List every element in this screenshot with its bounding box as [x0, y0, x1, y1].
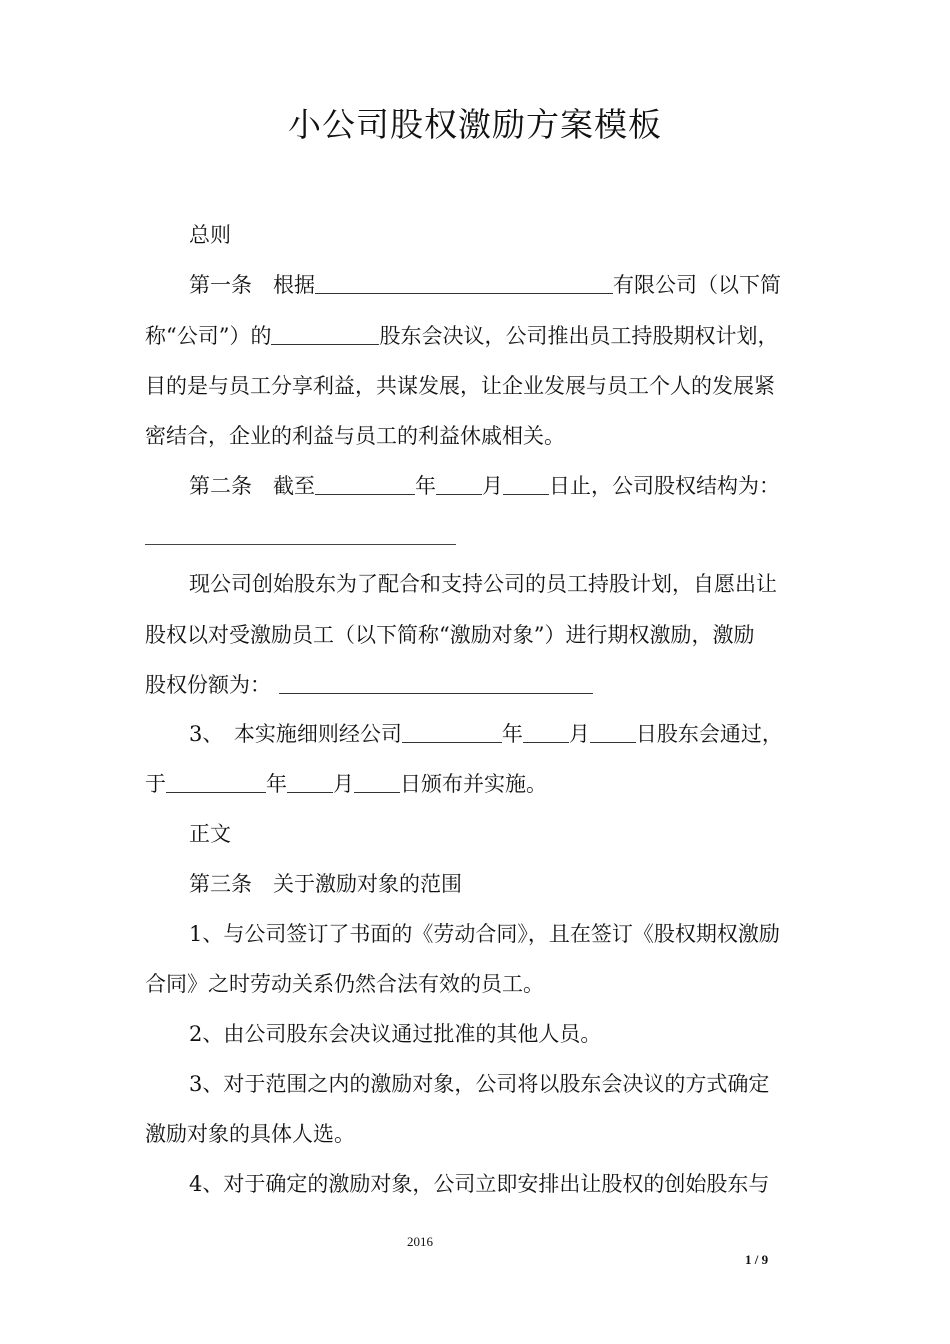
- founder-para-line-3: [145, 669, 825, 701]
- month-blank: [523, 720, 569, 743]
- article-1-text-b: 有限公司（以下简: [613, 273, 781, 297]
- article-1-line-3: 目的是与员工分享利益，共谋发展，让企业发展与员工个人的发展紧: [145, 374, 775, 398]
- section-heading-main: 正文: [189, 822, 231, 846]
- article-1-line-1: [189, 269, 869, 301]
- year-label: 年: [415, 474, 436, 498]
- article-3-item-3-line-2: 激励对象的具体人选。: [145, 1122, 355, 1146]
- article-1-text-d: 股东会决议，公司推出员工持股期权计划，: [379, 324, 779, 348]
- year-blank: [166, 770, 266, 793]
- year-label: 年: [266, 772, 287, 796]
- founder-para-line-2: 股权以对受激励员工（以下简称“激励对象”）进行期权激励，激励: [145, 623, 755, 647]
- article-1-line-4: 密结合，企业的利益与员工的利益休戚相关。: [145, 424, 565, 448]
- founder-para-text-c: 股权份额为：: [145, 673, 271, 697]
- article-2-text-a: 第二条 截至: [189, 474, 315, 498]
- document-title: 小公司股权激励方案模板: [288, 105, 662, 144]
- year-blank: [402, 720, 502, 743]
- item-3-text-b: 日股东会通过，: [635, 722, 783, 746]
- item-3-line-2: [145, 768, 825, 800]
- footer-year: 2016: [407, 1234, 433, 1249]
- article-3-heading: 第三条 关于激励对象的范围: [189, 872, 462, 896]
- day-blank: [590, 720, 636, 743]
- article-3-item-2: 2、由公司股东会决议通过批准的其他人员。: [189, 1022, 602, 1046]
- article-1-text-a: 第一条 根据: [189, 273, 315, 297]
- month-label: 月: [568, 722, 590, 746]
- company-name-blank: [315, 271, 613, 294]
- article-1-line-2: [145, 320, 825, 352]
- item-3-text-a: 3、 本实施细则经公司: [189, 722, 402, 746]
- article-3-item-3-line-1: 3、对于范围之内的激励对象，公司将以股东会决议的方式确定: [189, 1072, 770, 1096]
- resolution-blank: [271, 322, 379, 345]
- founder-para-line-1: 现公司创始股东为了配合和支持公司的员工持股计划，自愿出让: [189, 572, 777, 596]
- day-blank: [503, 472, 549, 495]
- item-3-text-d: 日颁布并实施。: [400, 772, 547, 796]
- day-blank: [354, 770, 400, 793]
- article-3-item-1-line-1: 1、与公司签订了书面的《劳动合同》，且在签订《股权期权激励: [189, 922, 780, 946]
- structure-blank-line: [145, 544, 456, 545]
- item-3-line-1: [189, 718, 869, 750]
- month-blank: [287, 770, 333, 793]
- equity-share-blank: [279, 671, 593, 694]
- year-blank: [315, 472, 415, 495]
- article-3-item-4-line-1: 4、对于确定的激励对象，公司立即安排出让股权的创始股东与: [189, 1172, 770, 1196]
- section-heading-general: 总则: [189, 223, 231, 247]
- item-3-text-c: 于: [145, 772, 166, 796]
- article-2-line-1: [189, 470, 869, 502]
- article-2-text-end: 日止，公司股权结构为：: [549, 474, 780, 498]
- article-1-text-c: 称“公司”）的: [145, 324, 272, 348]
- article-3-item-1-line-2: 合同》之时劳动关系仍然合法有效的员工。: [145, 972, 544, 996]
- page-number: 1 / 9: [745, 1252, 769, 1267]
- year-label: 年: [501, 722, 523, 746]
- month-label: 月: [482, 474, 503, 498]
- month-label: 月: [333, 772, 354, 796]
- month-blank: [436, 472, 482, 495]
